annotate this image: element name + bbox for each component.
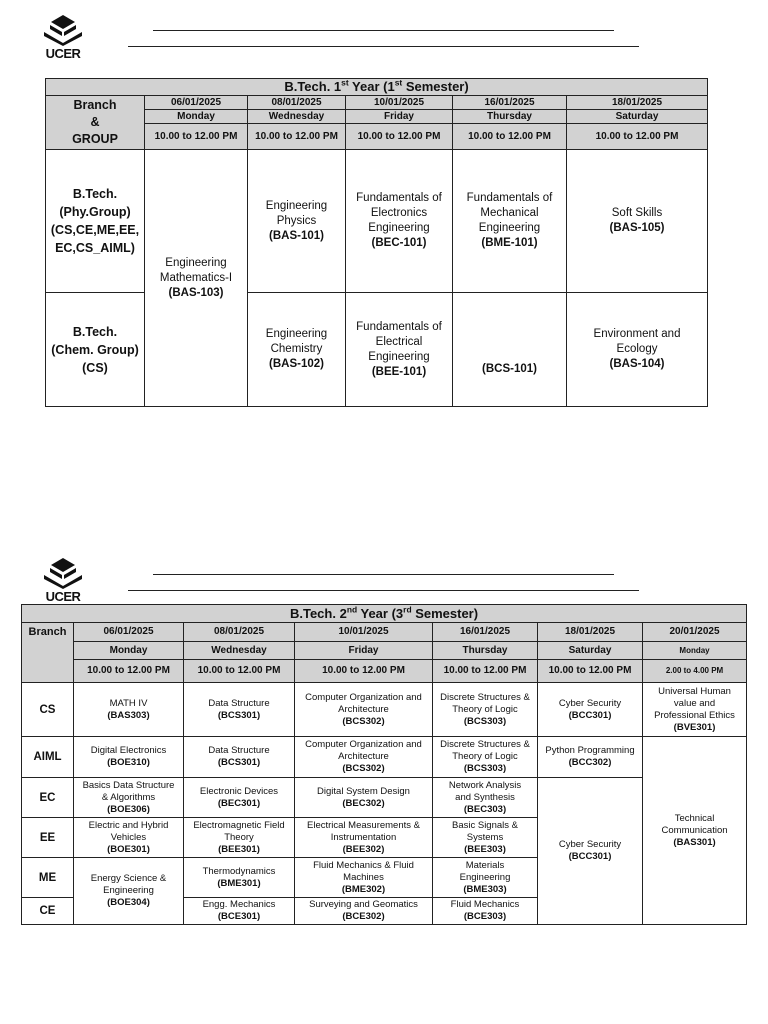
date-cell: 18/01/2025 bbox=[538, 623, 643, 642]
day-cell: Saturday bbox=[538, 642, 643, 660]
logo-text: UCER bbox=[45, 589, 81, 604]
time-cell: 10.00 to 12.00 PM bbox=[74, 660, 184, 683]
subject-cell: Discrete Structures & Theory of Logic (BCS303) bbox=[433, 683, 538, 737]
day-cell: Saturday bbox=[567, 110, 708, 124]
date-cell: 20/01/2025 bbox=[643, 623, 747, 642]
date-cell: 10/01/2025 bbox=[295, 623, 433, 642]
date-cell: 16/01/2025 bbox=[453, 96, 567, 110]
time-cell: 10.00 to 12.00 PM bbox=[538, 660, 643, 683]
subject-cell: Technical Communication (BAS301) bbox=[643, 737, 747, 925]
time-cell: 10.00 to 12.00 PM bbox=[145, 124, 248, 150]
date-cell: 18/01/2025 bbox=[567, 96, 708, 110]
subject-cell: Cyber Security (BCC301) bbox=[538, 683, 643, 737]
first-year-timetable bbox=[45, 78, 708, 407]
subject-cell: Electronic Devices (BEC301) bbox=[184, 778, 295, 818]
time-cell: 2.00 to 4.00 PM bbox=[643, 660, 747, 683]
subject-cell: Fluid Mechanics & Fluid Machines (BME302) bbox=[295, 858, 433, 898]
second-year-timetable bbox=[21, 604, 747, 925]
day-cell: Thursday bbox=[453, 110, 567, 124]
date-cell: 10/01/2025 bbox=[346, 96, 453, 110]
subject-cell: Computer Organization and Architecture (BCS302) bbox=[295, 737, 433, 778]
subject-cell: Data Structure (BCS301) bbox=[184, 737, 295, 778]
subject-cell: Network Analysis and Synthesis (BEC303) bbox=[433, 778, 538, 818]
day-cell: Monday bbox=[145, 110, 248, 124]
branch-chem-group: B.Tech. (Chem. Group) (CS) bbox=[46, 293, 145, 407]
subject-cell: (BCS-101) bbox=[453, 293, 567, 407]
day-cell: Monday bbox=[643, 642, 747, 660]
subject-cell: Fundamentals of Electronics Engineering (BEC-101) bbox=[346, 150, 453, 293]
day-cell: Wednesday bbox=[184, 642, 295, 660]
date-cell: 08/01/2025 bbox=[248, 96, 346, 110]
header-line bbox=[153, 574, 614, 575]
subject-cell: Fundamentals of Mechanical Engineering (BME-101) bbox=[453, 150, 567, 293]
branch-me: ME bbox=[22, 858, 74, 898]
time-cell: 10.00 to 12.00 PM bbox=[248, 124, 346, 150]
branch-phy-group: B.Tech. (Phy.Group) (CS,CE,ME,EE, EC,CS_AIML) bbox=[46, 150, 145, 293]
branch-ec: EC bbox=[22, 778, 74, 818]
branch-header: Branch bbox=[22, 623, 74, 683]
subject-cell: MATH IV (BAS303) bbox=[74, 683, 184, 737]
header-line bbox=[128, 46, 639, 47]
day-cell: Thursday bbox=[433, 642, 538, 660]
subject-cell: Engineering Mathematics-I (BAS-103) bbox=[145, 150, 248, 407]
subject-cell: Cyber Security (BCC301) bbox=[538, 778, 643, 925]
subject-cell: Soft Skills (BAS-105) bbox=[567, 150, 708, 293]
time-cell: 10.00 to 12.00 PM bbox=[433, 660, 538, 683]
subject-cell: Engg. Mechanics (BCE301) bbox=[184, 898, 295, 925]
day-cell: Wednesday bbox=[248, 110, 346, 124]
subject-cell: Digital Electronics (BOE310) bbox=[74, 737, 184, 778]
subject-cell: Basic Signals & Systems (BEE303) bbox=[433, 818, 538, 858]
branch-group-header: Branch & GROUP bbox=[46, 96, 145, 150]
subject-cell: Universal Human value and Professional Ethics (BVE301) bbox=[643, 683, 747, 737]
branch-cs: CS bbox=[22, 683, 74, 737]
branch-aiml: AIML bbox=[22, 737, 74, 778]
date-cell: 08/01/2025 bbox=[184, 623, 295, 642]
subject-cell: Discrete Structures & Theory of Logic (BCS303) bbox=[433, 737, 538, 778]
header-line bbox=[128, 590, 639, 591]
subject-cell: Electric and Hybrid Vehicles (BOE301) bbox=[74, 818, 184, 858]
subject-cell: Fundamentals of Electrical Engineering (BEE-101) bbox=[346, 293, 453, 407]
subject-cell: Environment and Ecology (BAS-104) bbox=[567, 293, 708, 407]
subject-cell: Engineering Physics (BAS-101) bbox=[248, 150, 346, 293]
time-cell: 10.00 to 12.00 PM bbox=[184, 660, 295, 683]
day-cell: Friday bbox=[295, 642, 433, 660]
subject-cell: Data Structure (BCS301) bbox=[184, 683, 295, 737]
ucer-logo-icon bbox=[42, 557, 84, 589]
table-title: B.Tech. 2nd Year (3rd Semester) bbox=[22, 605, 747, 623]
time-cell: 10.00 to 12.00 PM bbox=[295, 660, 433, 683]
subject-cell: Fluid Mechanics (BCE303) bbox=[433, 898, 538, 925]
subject-cell: Materials Engineering (BME303) bbox=[433, 858, 538, 898]
subject-cell: Electromagnetic Field Theory (BEE301) bbox=[184, 818, 295, 858]
time-cell: 10.00 to 12.00 PM bbox=[346, 124, 453, 150]
time-cell: 10.00 to 12.00 PM bbox=[567, 124, 708, 150]
date-cell: 06/01/2025 bbox=[145, 96, 248, 110]
subject-cell: Digital System Design (BEC302) bbox=[295, 778, 433, 818]
subject-cell: Computer Organization and Architecture (BCS302) bbox=[295, 683, 433, 737]
subject-cell: Surveying and Geomatics (BCE302) bbox=[295, 898, 433, 925]
header-line bbox=[153, 30, 614, 31]
day-cell: Monday bbox=[74, 642, 184, 660]
logo-text: UCER bbox=[45, 46, 81, 61]
day-cell: Friday bbox=[346, 110, 453, 124]
date-cell: 06/01/2025 bbox=[74, 623, 184, 642]
subject-cell: Basics Data Structure & Algorithms (BOE306) bbox=[74, 778, 184, 818]
branch-ee: EE bbox=[22, 818, 74, 858]
subject-cell: Thermodynamics (BME301) bbox=[184, 858, 295, 898]
subject-cell: Engineering Chemistry (BAS-102) bbox=[248, 293, 346, 407]
ucer-logo bbox=[42, 14, 84, 60]
time-cell: 10.00 to 12.00 PM bbox=[453, 124, 567, 150]
date-cell: 16/01/2025 bbox=[433, 623, 538, 642]
ucer-logo bbox=[42, 557, 84, 603]
subject-cell: Python Programming (BCC302) bbox=[538, 737, 643, 778]
table-title: B.Tech. 1st Year (1st Semester) bbox=[46, 79, 708, 96]
subject-cell: Energy Science & Engineering (BOE304) bbox=[74, 858, 184, 925]
ucer-logo-icon bbox=[42, 14, 84, 46]
subject-cell: Electrical Measurements & Instrumentation (BEE302) bbox=[295, 818, 433, 858]
branch-ce: CE bbox=[22, 898, 74, 925]
